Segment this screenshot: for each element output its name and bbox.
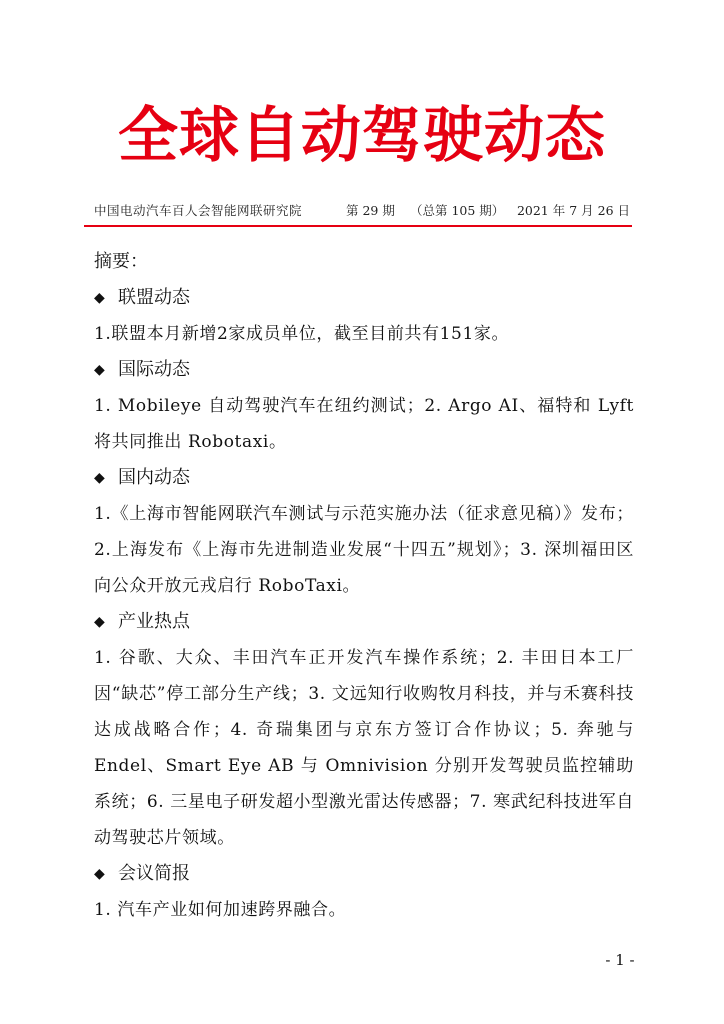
summary-label: 摘要： bbox=[94, 251, 148, 272]
diamond-bullet-icon: ◆ bbox=[94, 290, 105, 306]
section-text: 1. 汽车产业如何加速跨界融合。 bbox=[94, 900, 347, 920]
section-text: 1.联盟本月新增2家成员单位，截至目前共有151家。 bbox=[94, 324, 510, 344]
section-international bbox=[94, 352, 634, 460]
header-divider bbox=[84, 225, 632, 227]
section-heading-label: 联盟动态 bbox=[118, 287, 190, 308]
section-heading bbox=[94, 352, 634, 388]
diamond-bullet-icon: ◆ bbox=[94, 362, 105, 378]
section-heading bbox=[94, 856, 634, 892]
section-industry bbox=[94, 604, 634, 856]
section-heading-label: 国际动态 bbox=[118, 359, 190, 380]
issuing-organization: 中国电动汽车百人会智能网联研究院 bbox=[94, 203, 303, 218]
section-heading bbox=[94, 460, 634, 496]
section-alliance bbox=[94, 280, 634, 352]
section-domestic bbox=[94, 460, 634, 604]
page-number: - 1 - bbox=[605, 951, 635, 969]
diamond-bullet-icon: ◆ bbox=[94, 866, 105, 882]
total-issue-number: （总第 105 期） bbox=[410, 203, 505, 218]
section-heading-label: 产业热点 bbox=[118, 611, 190, 632]
issue-info-line bbox=[94, 200, 630, 222]
section-heading-label: 国内动态 bbox=[118, 467, 190, 488]
section-heading bbox=[94, 280, 634, 316]
diamond-bullet-icon: ◆ bbox=[94, 614, 105, 630]
issue-number: 第 29 期 bbox=[346, 203, 395, 218]
section-heading bbox=[94, 604, 634, 640]
section-heading-label: 会议简报 bbox=[118, 863, 190, 884]
section-text: 1.《上海市智能网联汽车测试与示范实施办法（征求意见稿）》发布；2.上海发布《上海市先进制造业发展“十四五”规划》；3. 深圳福田区向公众开放元戎启行 RoboTaxi。 bbox=[94, 504, 634, 596]
section-text: 1. Mobileye 自动驾驶汽车在纽约测试；2. Argo AI、福特和 Lyft 将共同推出 Robotaxi。 bbox=[94, 396, 634, 452]
section-conference bbox=[94, 856, 634, 928]
diamond-bullet-icon: ◆ bbox=[94, 470, 105, 486]
masthead-title: 全球自动驾驶动态 bbox=[118, 101, 606, 171]
section-text: 1. 谷歌、大众、丰田汽车正开发汽车操作系统；2. 丰田日本工厂因“缺芯”停工部分生产线；3. 文远知行收购牧月科技，并与禾赛科技达成战略合作；4. 奇瑞集团与京东方签订合作协议；5. 奔驰与 Endel、Smart Eye AB 与 Omnivision 分别开发驾驶员监控辅助系统；6. 三星电子研发超小型激光雷达传感器；7. 寒武纪科技进军自动驾驶芯片领域。 bbox=[94, 648, 634, 848]
issue-date: 2021 年 7 月 26 日 bbox=[516, 203, 630, 218]
summary-body bbox=[94, 244, 634, 928]
